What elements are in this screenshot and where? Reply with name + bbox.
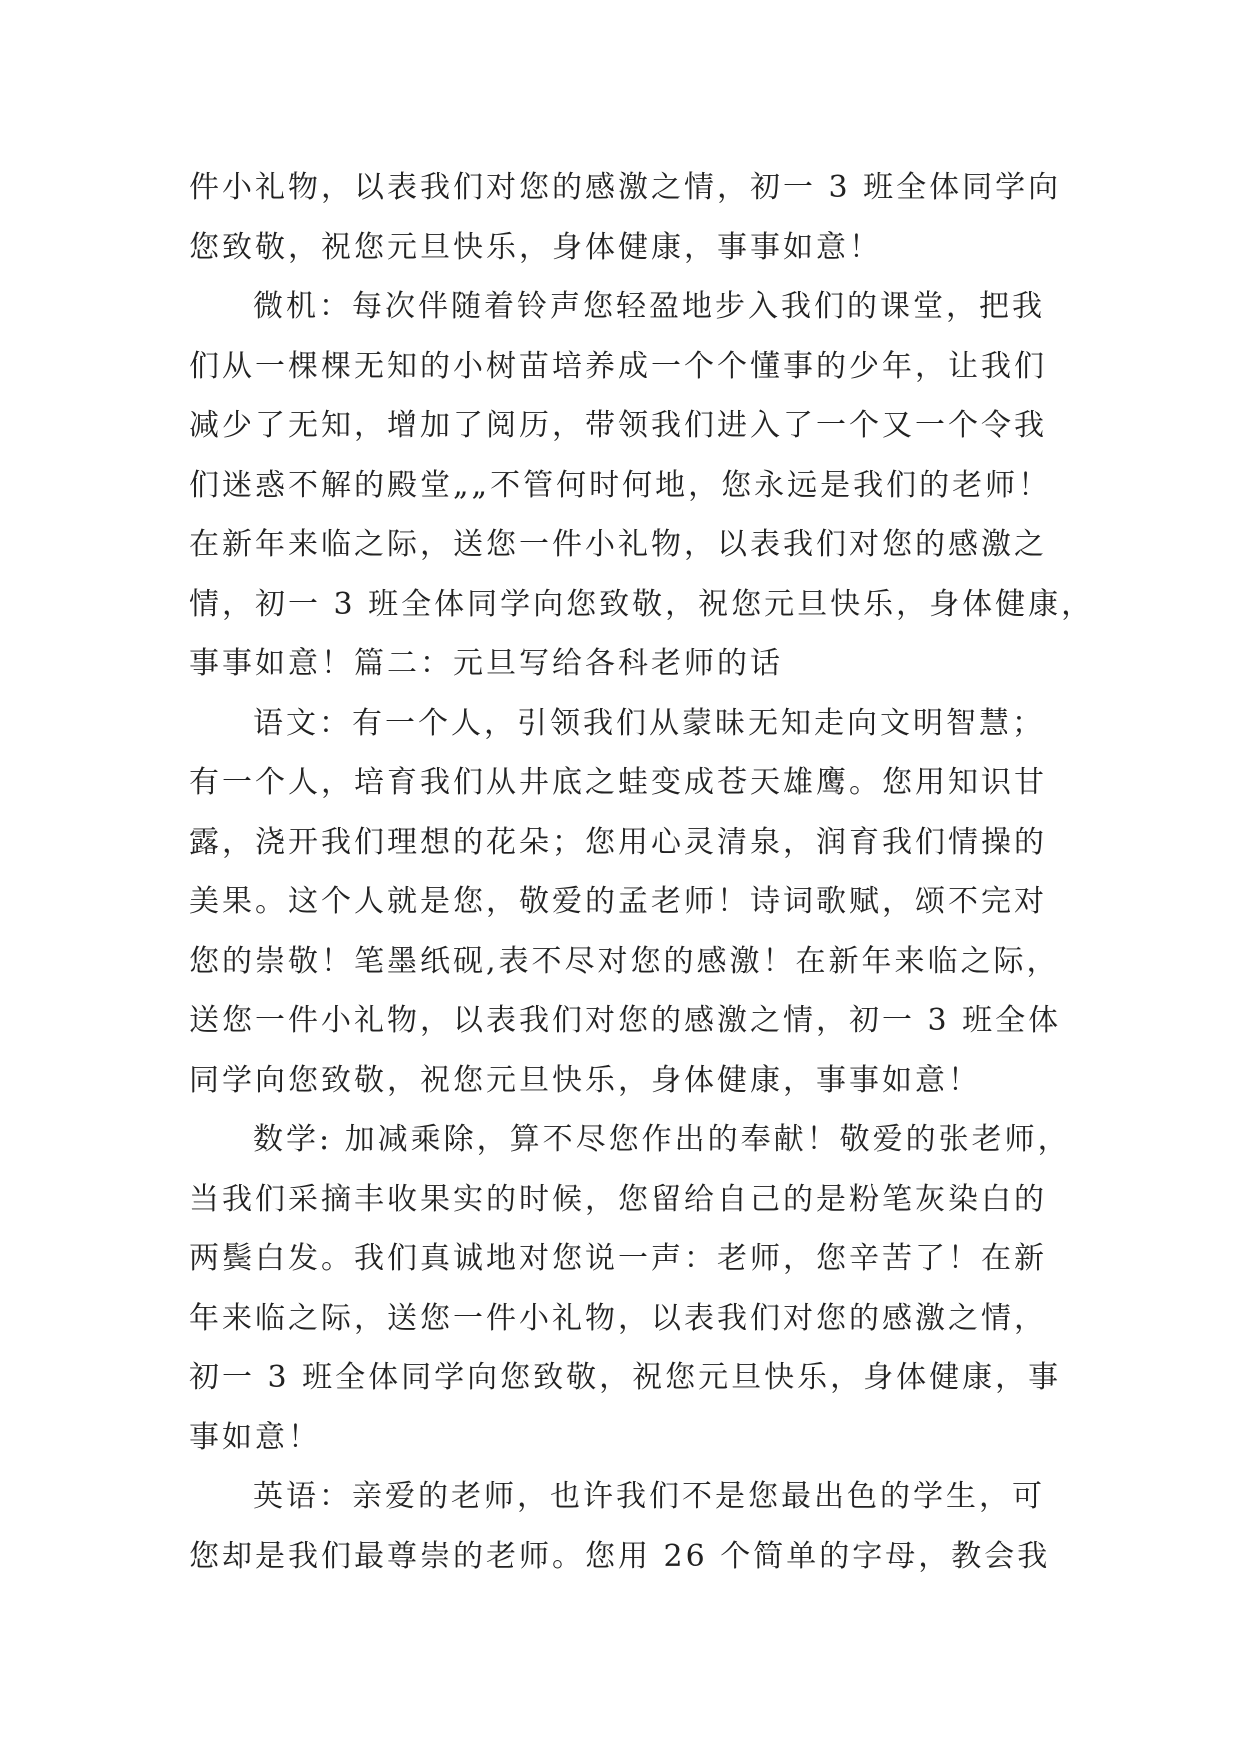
- text-line: 件小礼物，以表我们对您的感激之情，初一 3 班全体同学向: [189, 170, 1062, 205]
- text-line: 减少了无知，增加了阅历，带领我们进入了一个又一个令我: [189, 408, 1047, 443]
- paragraph-start-line: 数学: 加减乘除，算不尽您作出的奉献！敬爱的张老师，: [253, 1122, 1071, 1157]
- text-line: 送您一件小礼物，以表我们对您的感激之情，初一 3 班全体: [189, 1003, 1062, 1038]
- text-line: 年来临之际，送您一件小礼物，以表我们对您的感激之情，: [189, 1300, 1047, 1336]
- text-line: 当我们采摘丰收果实的时候，您留给自己的是粉笔灰染白的: [189, 1181, 1047, 1217]
- text-line: 事如意！: [189, 1419, 321, 1455]
- text-line: 您却是我们最尊崇的老师。您用 26 个简单的字母，教会我: [189, 1538, 1051, 1574]
- text-line: 们迷惑不解的殿堂„„不管何时何地，您永远是我们的老师！: [189, 467, 1052, 503]
- paragraph-start-line: 微机：每次伴随着铃声您轻盈地步入我们的课堂，把我: [253, 289, 1045, 324]
- text-line: 您的崇敬！笔墨纸砚,表不尽对您的感激！在新年来临之际，: [189, 943, 1060, 979]
- text-line: 同学向您致敬，祝您元旦快乐，身体健康，事事如意！: [189, 1062, 981, 1098]
- text-line: 露，浇开我们理想的花朵；您用心灵清泉，润育我们情操的: [189, 824, 1047, 860]
- text-line: 在新年来临之际，送您一件小礼物，以表我们对您的感激之: [189, 527, 1047, 562]
- document-body: [189, 158, 1095, 1586]
- text-line: 情，初一 3 班全体同学向您致敬，祝您元旦快乐，身体健康，: [189, 586, 1095, 622]
- text-line: 有一个人，培育我们从井底之蛙变成苍天雄鹰。您用知识甘: [189, 765, 1047, 800]
- text-line: 两鬓白发。我们真诚地对您说一声：老师，您辛苦了！在新: [189, 1241, 1047, 1276]
- text-line: 们从一棵棵无知的小树苗培养成一个个懂事的少年，让我们: [189, 348, 1047, 384]
- paragraph-start-line: 英语：亲爱的老师，也许我们不是您最出色的学生，可: [253, 1479, 1045, 1514]
- paragraph-start-line: 语文：有一个人，引领我们从蒙昧无知走向文明智慧；: [253, 705, 1045, 741]
- text-line: 美果。这个人就是您，敬爱的孟老师！诗词歌赋，颂不完对: [189, 884, 1047, 919]
- text-line: 您致敬，祝您元旦快乐，身体健康，事事如意！: [189, 229, 882, 265]
- text-line: 初一 3 班全体同学向您致敬，祝您元旦快乐，身体健康，事: [189, 1360, 1062, 1395]
- text-line: 事事如意！篇二：元旦写给各科老师的话: [189, 646, 783, 681]
